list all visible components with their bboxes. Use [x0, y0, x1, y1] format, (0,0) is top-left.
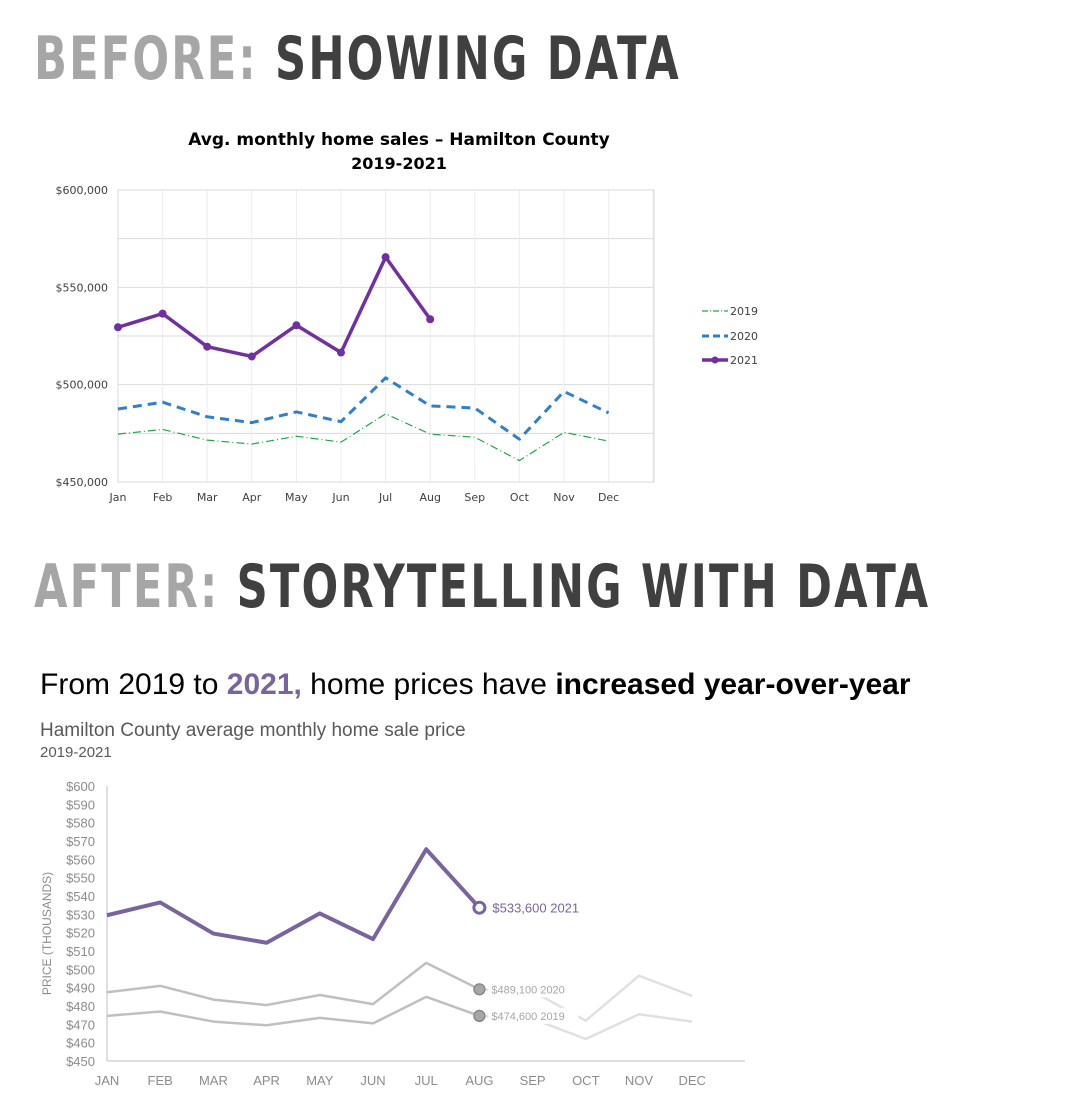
before-point-2021: [248, 352, 256, 360]
before-legend-label-2019: 2019: [730, 305, 758, 318]
after-y-tick-label: $530: [66, 907, 95, 923]
before-heading-main: SHOWING DATA: [275, 24, 681, 94]
before-chart-subtitle: 2019-2021: [351, 154, 447, 173]
after-heading: [34, 552, 930, 622]
before-chart: [0, 120, 800, 520]
after-headline-part1: From 2019 to: [40, 668, 227, 701]
after-x-tick-label: MAR: [198, 1073, 228, 1088]
after-end-label-2019: $474,600 2019: [491, 1010, 565, 1023]
after-y-tick-label: $520: [66, 925, 95, 941]
before-x-tick-label: Sep: [464, 491, 486, 504]
after-y-tick-label: $460: [66, 1035, 95, 1051]
before-x-tick-label: Jul: [378, 491, 393, 504]
after-y-tick-label: $450: [66, 1054, 95, 1069]
before-x-tick-label: Jan: [109, 491, 127, 504]
before-x-tick-label: Jun: [332, 491, 350, 504]
before-x-tick-label: Nov: [553, 491, 575, 504]
before-x-tick-label: Feb: [152, 491, 173, 504]
after-headline-bold: increased year-over-year: [555, 668, 911, 701]
before-chart-title: Avg. monthly home sales – Hamilton County: [188, 130, 610, 150]
after-x-tick-label: APR: [253, 1073, 280, 1088]
before-point-2021: [159, 310, 167, 318]
after-end-marker-2021: [474, 902, 485, 913]
before-x-tick-label: Apr: [242, 491, 262, 504]
after-y-tick-label: $560: [66, 852, 95, 868]
after-x-tick-label: MAY: [306, 1073, 334, 1088]
after-y-tick-label: $600: [66, 779, 95, 794]
after-end-marker-2020: [474, 984, 485, 995]
before-heading-prefix: BEFORE:: [34, 24, 258, 94]
after-headline: [40, 668, 911, 701]
before-point-2021: [337, 349, 345, 357]
before-point-2021: [114, 323, 122, 331]
after-chart: [0, 650, 1000, 1095]
before-x-tick-label: Dec: [597, 491, 620, 504]
after-x-tick-label: SEP: [519, 1073, 546, 1088]
before-legend-label-2020: 2020: [730, 330, 758, 343]
before-y-tick-label: $500,000: [55, 378, 108, 392]
before-x-tick-label: May: [285, 491, 308, 504]
after-x-tick-label: DEC: [678, 1073, 706, 1088]
after-heading-main: STORYTELLING WITH DATA: [236, 552, 931, 622]
after-y-tick-label: $500: [66, 962, 95, 978]
after-end-label-2021: $533,600 2021: [492, 900, 580, 916]
before-x-tick-label: Mar: [196, 491, 218, 504]
after-end-label-2020: $489,100 2020: [491, 984, 565, 997]
before-series-line-2021: [118, 257, 430, 356]
before-heading: [34, 24, 681, 94]
before-y-tick-label: $600,000: [55, 184, 108, 197]
after-y-tick-label: $590: [66, 797, 95, 813]
before-point-2021: [426, 315, 434, 323]
before-series-line-2020: [118, 378, 609, 439]
after-x-tick-label: JAN: [94, 1073, 120, 1088]
after-headline-part2: home prices have: [301, 668, 556, 701]
after-y-tick-label: $510: [66, 944, 95, 959]
before-legend-label-2021: 2021: [730, 354, 758, 367]
after-series-line-2021: [107, 849, 479, 943]
after-x-tick-label: AUG: [465, 1073, 494, 1088]
before-x-tick-label: Oct: [509, 491, 529, 504]
after-x-tick-label: JUL: [414, 1073, 438, 1088]
after-y-tick-label: $570: [66, 834, 95, 849]
after-end-marker-2019: [474, 1010, 485, 1021]
after-y-tick-label: $470: [66, 1017, 95, 1033]
after-y-axis-label: PRICE (THOUSANDS): [40, 871, 54, 996]
before-point-2021: [382, 253, 390, 261]
after-x-tick-label: JUN: [360, 1073, 386, 1088]
before-y-tick-label: $550,000: [55, 281, 108, 295]
after-y-tick-label: $490: [66, 980, 95, 996]
after-chart-title: Hamilton County average monthly home sale price: [40, 720, 466, 741]
after-x-tick-label: FEB: [147, 1073, 173, 1088]
after-y-tick-label: $480: [66, 999, 95, 1014]
after-x-tick-label: NOV: [624, 1073, 654, 1088]
after-headline-highlight: 2021,: [226, 668, 302, 701]
after-y-tick-label: $540: [66, 889, 95, 904]
after-y-tick-label: $550: [66, 870, 95, 886]
before-y-tick-label: $450,000: [55, 476, 108, 489]
before-x-tick-label: Aug: [419, 491, 441, 504]
after-x-tick-label: OCT: [572, 1073, 600, 1088]
before-legend-marker-2021: [712, 357, 719, 364]
before-point-2021: [203, 343, 211, 351]
after-heading-prefix: AFTER:: [34, 552, 220, 622]
after-chart-subtitle: 2019-2021: [40, 744, 112, 761]
after-y-tick-label: $580: [66, 815, 95, 831]
before-point-2021: [292, 321, 300, 329]
